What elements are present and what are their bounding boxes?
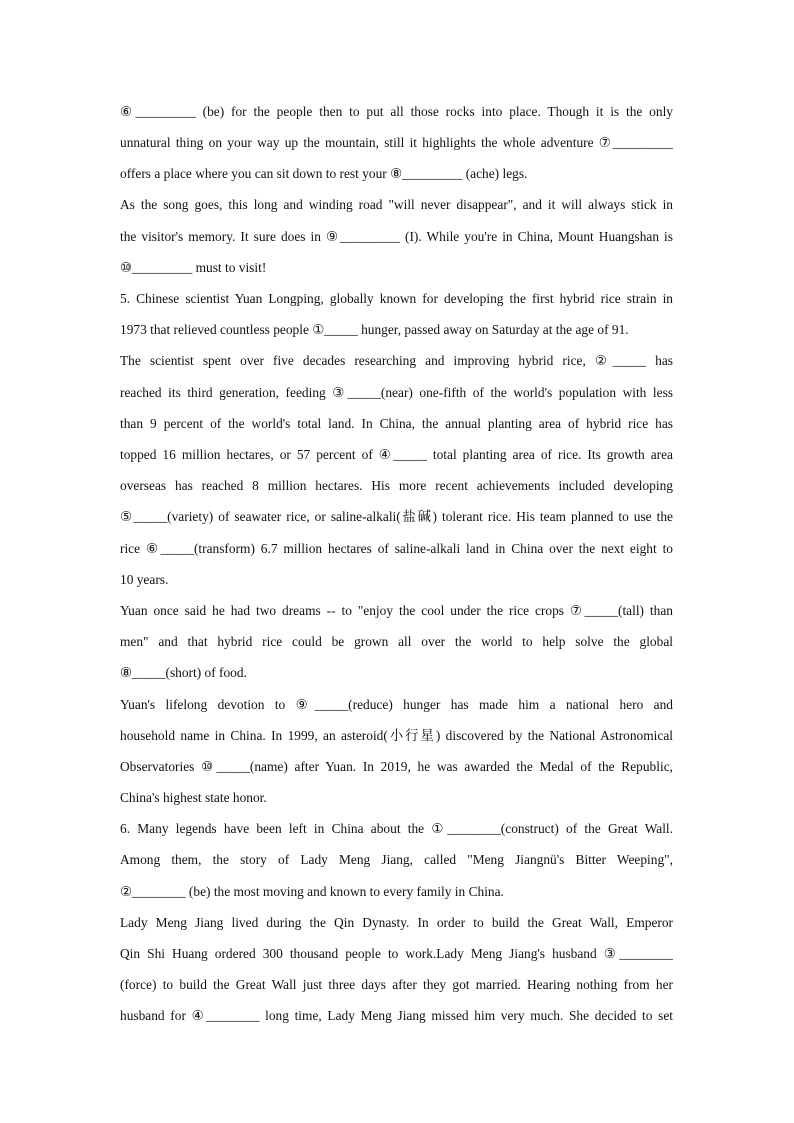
text-line: 10 years.	[120, 572, 169, 587]
text-line: topped 16 million hectares, or 57 percent of ④_____ total planting area of rice. Its growth area	[120, 447, 673, 462]
text-line: ⑥_________ (be) for the people then to put all those rocks into place. Though it is the only	[120, 104, 673, 119]
text-line: Observatories ⑩_____(name) after Yuan. In 2019, he was awarded the Medal of the Republic,	[120, 759, 673, 774]
text-line: household name in China. In 1999, an asteroid(小行星) discovered by the National Astronomical	[120, 728, 673, 743]
text-line: the visitor's memory. It sure does in ⑨_________ (I). While you're in China, Mount Huangshan is	[120, 229, 673, 244]
text-line: unnatural thing on your way up the mountain, still it highlights the whole adventure ⑦_________	[120, 135, 673, 150]
text-line: Lady Meng Jiang lived during the Qin Dynasty. In order to build the Great Wall, Emperor	[120, 915, 673, 930]
text-line: overseas has reached 8 million hectares. His more recent achievements included developing	[120, 478, 673, 493]
text-line: As the song goes, this long and winding road "will never disappear", and it will always stick in	[120, 197, 673, 212]
text-line: Qin Shi Huang ordered 300 thousand people to work.Lady Meng Jiang's husband ③________	[120, 946, 673, 961]
text-line: ②________ (be) the most moving and known to every family in China.	[120, 884, 504, 899]
text-line: 1973 that relieved countless people ①_____ hunger, passed away on Saturday at the age of 91.	[120, 322, 629, 337]
text-line: reached its third generation, feeding ③_____(near) one-fifth of the world's population with less	[120, 385, 673, 400]
text-line: than 9 percent of the world's total land. In China, the annual planting area of hybrid rice has	[120, 416, 673, 431]
text-line: offers a place where you can sit down to rest your ⑧_________ (ache) legs.	[120, 166, 528, 181]
text-line: (force) to build the Great Wall just three days after they got married. Hearing nothing from her	[120, 977, 673, 992]
text-line: ⑤_____(variety) of seawater rice, or saline-alkali(盐碱) tolerant rice. His team planned to use the	[120, 509, 673, 524]
text-line: The scientist spent over five decades researching and improving hybrid rice, ②_____ has	[120, 353, 673, 368]
text-line: ⑧_____(short) of food.	[120, 665, 247, 680]
text-line: Yuan once said he had two dreams -- to "enjoy the cool under the rice crops ⑦_____(tall) than	[120, 603, 673, 618]
text-line: Among them, the story of Lady Meng Jiang, called "Meng Jiangnü's Bitter Weeping",	[120, 852, 673, 867]
text-line: 5. Chinese scientist Yuan Longping, globally known for developing the first hybrid rice strain in	[120, 291, 673, 306]
text-line: men" and that hybrid rice could be grown all over the world to help solve the global	[120, 634, 673, 649]
text-line: Yuan's lifelong devotion to ⑨_____(reduce) hunger has made him a national hero and	[120, 697, 673, 712]
text-line: China's highest state honor.	[120, 790, 267, 805]
text-line: ⑩_________ must to visit!	[120, 260, 267, 275]
text-line: rice ⑥_____(transform) 6.7 million hectares of saline-alkali land in China over the next eight to	[120, 541, 673, 556]
text-line: husband for ④________ long time, Lady Meng Jiang missed him very much. She decided to set	[120, 1008, 673, 1023]
text-line: 6. Many legends have been left in China about the ①________(construct) of the Great Wall.	[120, 821, 673, 836]
